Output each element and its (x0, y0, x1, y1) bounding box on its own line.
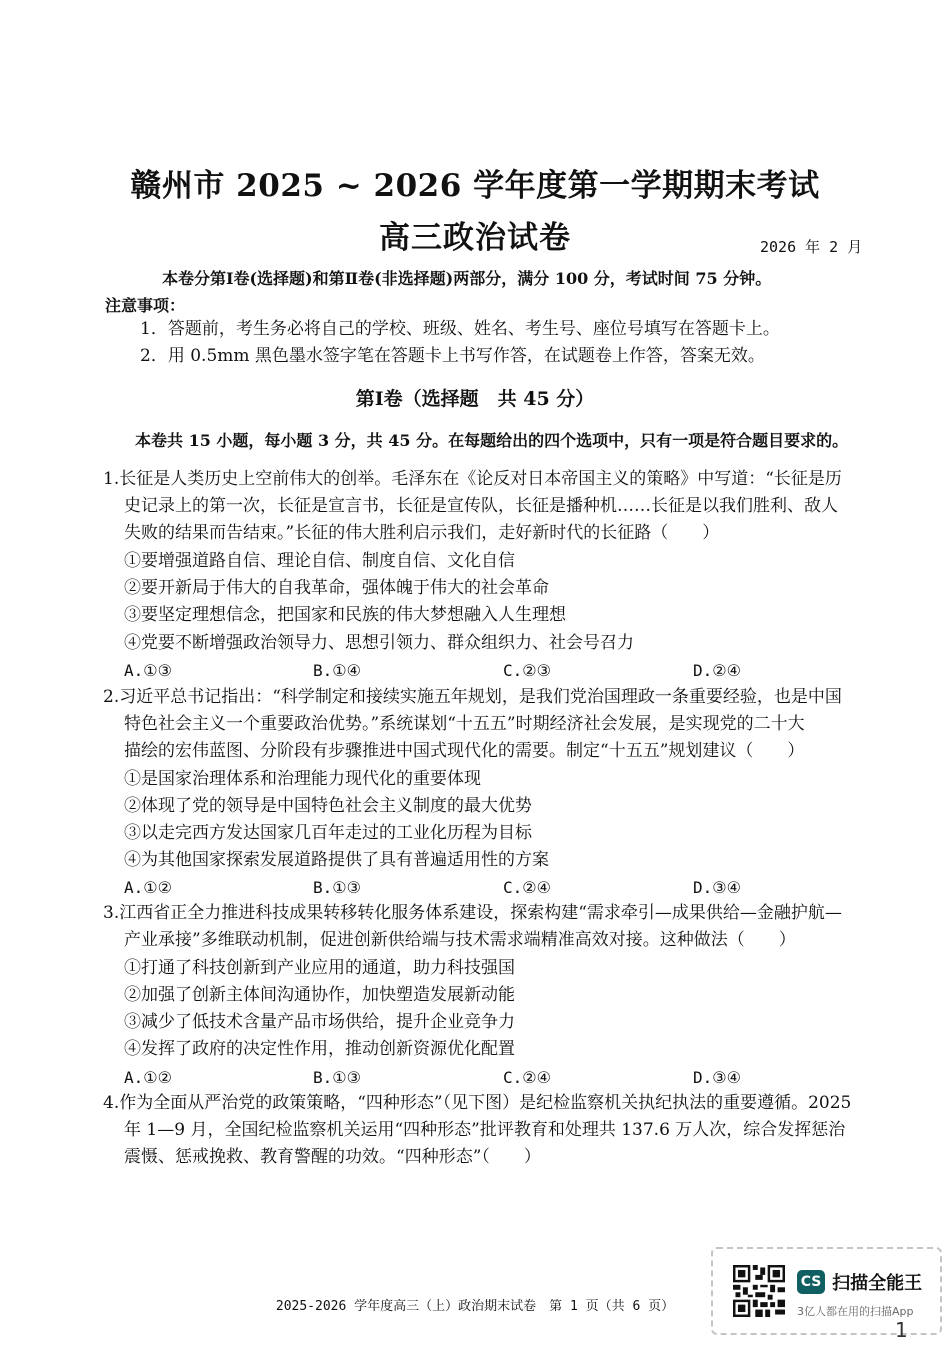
question-statement: ④发挥了政府的决定性作用，推动创新资源优化配置 (124, 1039, 515, 1059)
option-a: A.①② (124, 878, 172, 897)
section-title: 第Ⅰ卷（选择题 共 45 分） (355, 388, 595, 410)
question-stem-line: 3.江西省正全力推进科技成果转移转化服务体系建设，探索构建“需求牵引—成果供给—金融护航— (103, 903, 842, 923)
question-statement: ④为其他国家探索发展道路提供了具有普遍适用性的方案 (124, 850, 549, 870)
question-statement: ③减少了低技术含量产品市场供给，提升企业竞争力 (124, 1012, 515, 1032)
option-d: D.②④ (693, 661, 741, 680)
notice-item: 2．用 0.5mm 黑色墨水签字笔在答题卡上书写作答，在试题卷上作答，答案无效。 (140, 346, 765, 366)
camscanner-logo-icon: CS (797, 1270, 825, 1294)
question-stem-line: 描绘的宏伟蓝图、分阶段有步骤推进中国式现代化的需要。制定“十五五”规划建议（ ） (124, 741, 805, 761)
option-b: B.①④ (313, 661, 361, 680)
option-a: A.①③ (124, 661, 172, 680)
question-stem-line: 1.长征是人类历史上空前伟大的创举。毛泽东在《论反对日本帝国主义的策略》中写道：“长征是历 (103, 469, 842, 489)
question-stem-line: 史记录上的第一次，长征是宣言书，长征是宣传队，长征是播种机……长征是以我们胜利、敌人 (124, 496, 838, 516)
section-intro: 本卷共 15 小题，每小题 3 分，共 45 分。在每题给出的四个选项中，只有一项是符合题目要求的。 (135, 431, 849, 450)
option-c: C.②④ (503, 878, 551, 897)
option-b: B.①③ (313, 1068, 361, 1087)
exam-title: 赣州市 2025 ~ 2026 学年度第一学期期末考试 (130, 168, 820, 204)
option-b: B.①③ (313, 878, 361, 897)
question-statement: ②要开新局于伟大的自我革命，强体魄于伟大的社会革命 (124, 578, 549, 598)
page-number: 1 (895, 1318, 908, 1342)
option-c: C.②③ (503, 661, 551, 680)
option-c: C.②④ (503, 1068, 551, 1087)
exam-summary: 本卷分第Ⅰ卷(选择题)和第Ⅱ卷(非选择题)两部分，满分 100 分，考试时间 75 分钟。 (162, 269, 772, 288)
scanner-brand-name: 扫描全能王 (832, 1273, 923, 1294)
option-a: A.①② (124, 1068, 172, 1087)
question-stem-line: 年 1—9 月，全国纪检监察机关运用“四种形态”批评教育和处理共 137.6 万人次，综合发挥惩治 (124, 1120, 846, 1140)
question-statement: ②体现了党的领导是中国特色社会主义制度的最大优势 (124, 796, 532, 816)
qr-code-icon (733, 1265, 785, 1317)
question-statement: ②加强了创新主体间沟通协作，加快塑造发展新动能 (124, 985, 515, 1005)
question-statement: ①是国家治理体系和治理能力现代化的重要体现 (124, 769, 481, 789)
notice-item: 1．答题前，考生务必将自己的学校、班级、姓名、考生号、座位号填写在答题卡上。 (140, 319, 780, 339)
question-stem-line: 失败的结果而告结束。”长征的伟大胜利启示我们，走好新时代的长征路（ ） (124, 523, 720, 543)
exam-subtitle: 高三政治试卷 (379, 220, 571, 256)
question-statement: ④党要不断增强政治领导力、思想引领力、群众组织力、社会号召力 (124, 633, 634, 653)
question-statement: ①要增强道路自信、理论自信、制度自信、文化自信 (124, 551, 515, 571)
question-stem-line: 震慑、惩戒挽救、教育警醒的功效。“四种形态”（ ） (124, 1147, 541, 1167)
question-statement: ③以走完西方发达国家几百年走过的工业化历程为目标 (124, 823, 532, 843)
question-statement: ①打通了科技创新到产业应用的通道，助力科技强国 (124, 958, 515, 978)
exam-date: 2026 年 2 月 (760, 238, 863, 256)
question-stem-line: 产业承接”多维联动机制，促进创新供给端与技术需求端精准高效对接。这种做法（ ） (124, 930, 796, 950)
scanner-tagline: 3亿人都在用的扫描App (797, 1305, 914, 1318)
option-d: D.③④ (693, 878, 741, 897)
question-statement: ③要坚定理想信念，把国家和民族的伟大梦想融入人生理想 (124, 605, 566, 625)
page-footer: 2025-2026 学年度高三（上）政治期末试卷 第 1 页（共 6 页） (275, 1299, 675, 1314)
question-stem-line: 2.习近平总书记指出：“科学制定和接续实施五年规划，是我们党治国理政一条重要经验，也是中国 (103, 687, 842, 707)
question-stem-line: 特色社会主义一个重要政治优势。”系统谋划“十五五”时期经济社会发展，是实现党的二十大 (124, 714, 805, 734)
option-d: D.③④ (693, 1068, 741, 1087)
notice-heading: 注意事项： (105, 296, 186, 315)
question-stem-line: 4.作为全面从严治党的政策策略，“四种形态”（见下图）是纪检监察机关执纪执法的重要遵循。2025 (103, 1093, 852, 1113)
